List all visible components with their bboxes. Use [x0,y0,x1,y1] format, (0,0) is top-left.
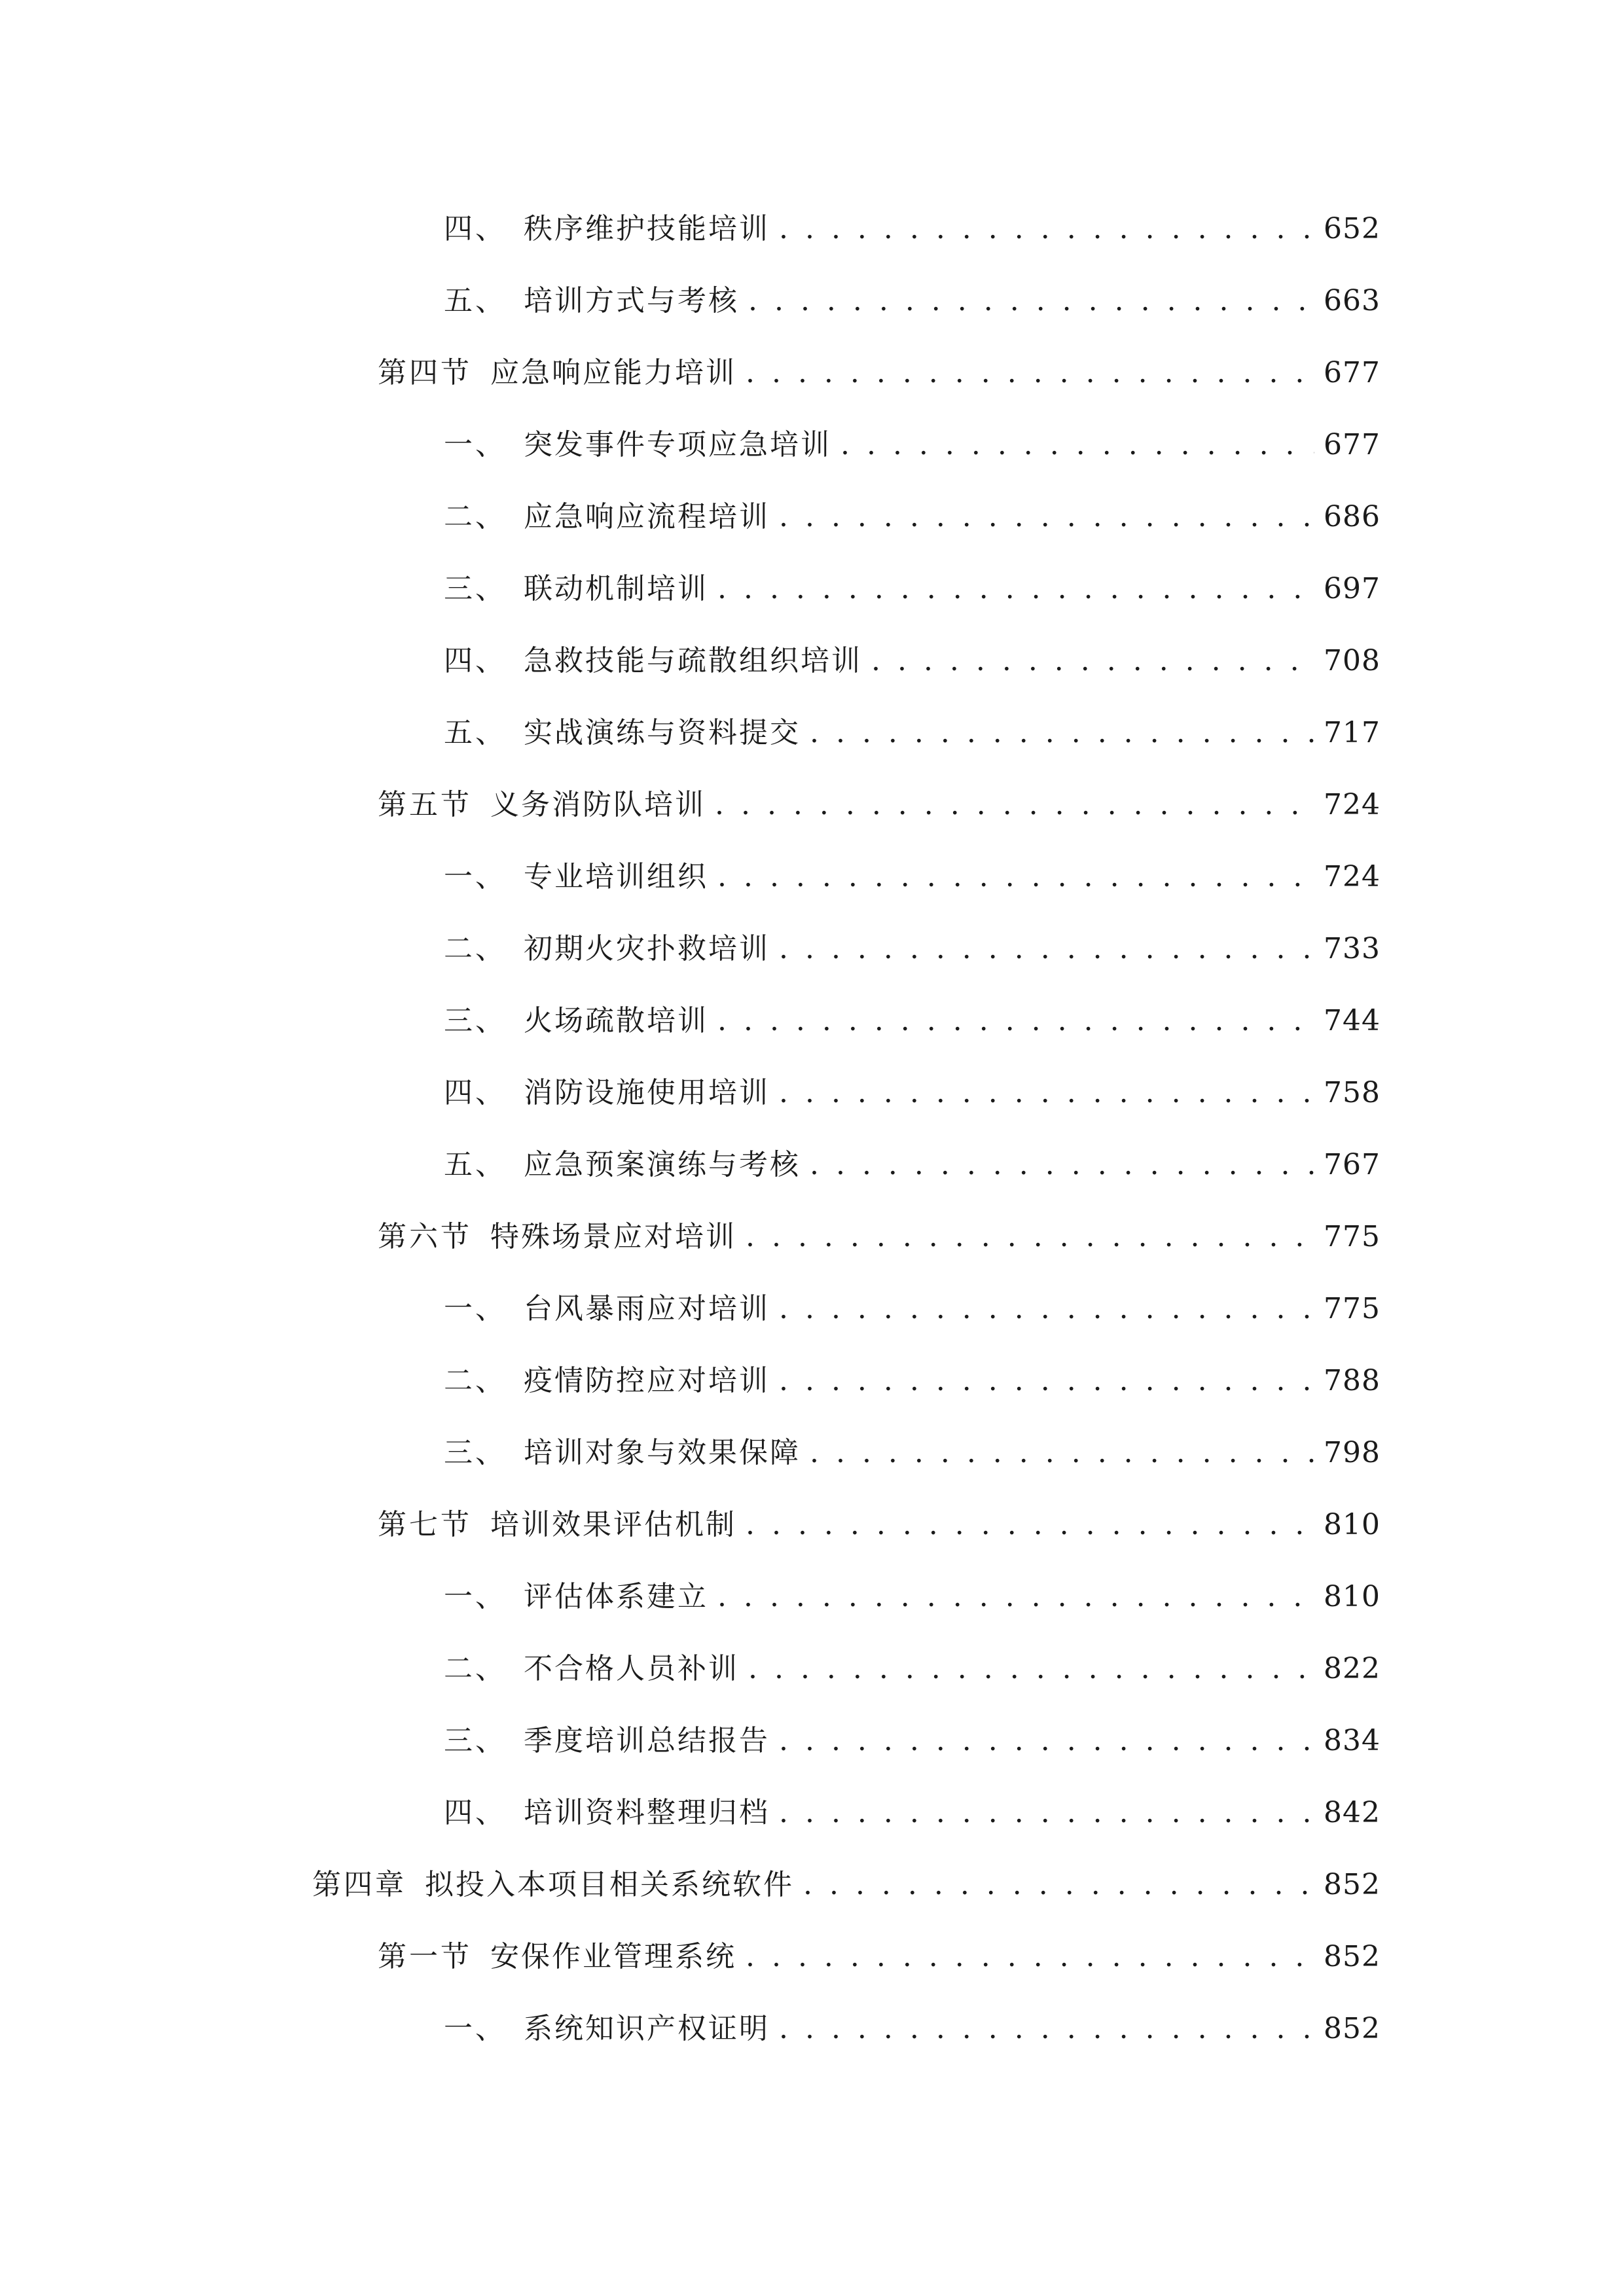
entry-title: 应急响应流程培训 [524,500,770,533]
toc-section-entry[interactable] [378,1931,1379,1983]
entry-page-number: 717 [1324,716,1380,749]
entry-number: 一、 [444,1292,507,1325]
toc-entry[interactable] [444,1139,1379,1191]
dot-leader [779,1355,1314,1407]
toc-section-entry[interactable] [378,1499,1379,1551]
entry-page-number: 758 [1324,1076,1380,1109]
entry-page-number: 767 [1324,1148,1380,1181]
dot-leader [746,1931,1314,1983]
dot-leader [779,1067,1314,1119]
entry-number: 三、 [444,1004,507,1037]
entry-title: 培训对象与效果保障 [524,1436,801,1469]
toc-entry[interactable] [444,491,1379,543]
entry-number: 三、 [444,572,507,605]
entry-title: 实战演练与资料提交 [524,716,801,749]
entry-title: 系统知识产权证明 [524,2012,770,2045]
dot-leader [779,203,1314,255]
entry-title: 培训资料整理归档 [524,1796,770,1829]
entry-page-number: 842 [1324,1796,1380,1829]
entry-title: 消防设施使用培训 [524,1076,770,1109]
toc-section-entry[interactable] [378,347,1379,399]
entry-page-number: 852 [1324,2012,1380,2045]
entry-number: 一、 [444,860,507,893]
entry-page-number: 852 [1324,1868,1380,1901]
entry-page-number: 724 [1324,788,1380,821]
entry-title: 火场疏散培训 [524,1004,708,1037]
dot-leader [779,491,1314,543]
entry-number: 一、 [444,428,507,461]
dot-leader [871,635,1314,687]
entry-title: 疫情防控应对培训 [524,1364,770,1397]
entry-title: 初期火灾扑救培训 [524,932,770,965]
entry-title: 联动机制培训 [524,572,708,605]
toc-entry[interactable] [444,635,1379,687]
entry-page-number: 810 [1324,1508,1380,1541]
entry-page-number: 652 [1324,212,1380,245]
dot-leader [717,851,1314,903]
entry-number: 四、 [444,644,507,677]
toc-entry[interactable] [444,1067,1379,1119]
entry-page-number: 733 [1324,932,1380,965]
entry-page-number: 686 [1324,500,1380,533]
toc-entry[interactable] [444,1283,1379,1335]
dot-leader [810,707,1314,759]
entry-title: 应急预案演练与考核 [524,1148,801,1181]
toc-entry[interactable] [444,563,1379,615]
entry-page-number: 663 [1324,284,1380,317]
entry-page-number: 697 [1324,572,1380,605]
dot-leader [840,419,1314,471]
section-prefix: 第七节 [378,1508,472,1541]
entry-number: 四、 [444,212,507,245]
entry-title: 秩序维护技能培训 [524,212,770,245]
toc-section-entry[interactable] [378,779,1379,831]
entry-number: 三、 [444,1724,507,1757]
entry-number: 一、 [444,1580,507,1613]
dot-leader [717,563,1314,615]
entry-page-number: 677 [1324,356,1380,389]
section-prefix: 第四节 [378,356,472,389]
entry-title: 专业培训组织 [524,860,708,893]
entry-number: 一、 [444,2012,507,2045]
entry-page-number: 788 [1324,1364,1380,1397]
entry-number: 五、 [444,716,507,749]
dot-leader [803,1859,1314,1911]
entry-page-number: 810 [1324,1580,1380,1613]
section-prefix: 第一节 [378,1940,472,1973]
toc-section-entry[interactable] [378,1211,1379,1263]
section-prefix: 第六节 [378,1220,472,1253]
entry-page-number: 724 [1324,860,1380,893]
entry-page-number: 775 [1324,1220,1380,1253]
toc-entry[interactable] [444,1355,1379,1407]
dot-leader [810,1139,1314,1191]
toc-entry[interactable] [444,275,1379,327]
toc-entry[interactable] [444,923,1379,975]
entry-page-number: 708 [1324,644,1380,677]
section-prefix: 第五节 [378,788,472,821]
dot-leader [717,995,1314,1047]
entry-page-number: 822 [1324,1652,1380,1685]
dot-leader [779,1715,1314,1767]
entry-title: 培训效果评估机制 [490,1508,736,1541]
toc-entry[interactable] [444,203,1379,255]
dot-leader [717,1571,1314,1623]
entry-number: 二、 [444,1652,507,1685]
entry-page-number: 677 [1324,428,1380,461]
entry-title: 应急响应能力培训 [490,356,736,389]
entry-number: 二、 [444,1364,507,1397]
entry-title: 拟投入本项目相关系统软件 [425,1868,794,1901]
chapter-prefix: 第四章 [312,1868,406,1901]
entry-title: 培训方式与考核 [524,284,739,317]
dot-leader [779,1787,1314,1839]
toc-entry[interactable] [444,419,1379,471]
dot-leader [779,923,1314,975]
entry-title: 评估体系建立 [524,1580,708,1613]
entry-title: 义务消防队培训 [490,788,706,821]
entry-number: 三、 [444,1436,507,1469]
dot-leader [810,1427,1314,1479]
dot-leader [746,1499,1314,1551]
entry-page-number: 834 [1324,1724,1380,1757]
toc-entry[interactable] [444,2003,1379,2055]
entry-title: 季度培训总结报告 [524,1724,770,1757]
entry-title: 安保作业管理系统 [490,1940,736,1973]
dot-leader [748,1643,1314,1695]
dot-leader [746,347,1314,399]
entry-number: 二、 [444,932,507,965]
toc-entry[interactable] [444,851,1379,903]
entry-title: 台风暴雨应对培训 [524,1292,770,1325]
dot-leader [715,779,1314,831]
entry-title: 不合格人员补训 [524,1652,739,1685]
entry-number: 四、 [444,1796,507,1829]
entry-page-number: 744 [1324,1004,1380,1037]
entry-title: 突发事件专项应急培训 [524,428,831,461]
toc-entry[interactable] [444,1715,1379,1767]
entry-page-number: 852 [1324,1940,1380,1973]
dot-leader [746,1211,1314,1263]
entry-number: 四、 [444,1076,507,1109]
toc-entry[interactable] [444,1643,1379,1695]
toc-entry[interactable] [444,1571,1379,1623]
entry-title: 特殊场景应对培训 [490,1220,736,1253]
toc-entry[interactable] [444,1787,1379,1839]
dot-leader [748,275,1314,327]
toc-chapter-entry[interactable] [312,1859,1379,1911]
entry-page-number: 798 [1324,1436,1380,1469]
entry-number: 五、 [444,284,507,317]
dot-leader [779,1283,1314,1335]
entry-number: 二、 [444,500,507,533]
toc-entry[interactable] [444,995,1379,1047]
dot-leader [779,2003,1314,2055]
entry-page-number: 775 [1324,1292,1380,1325]
toc-entry[interactable] [444,707,1379,759]
entry-title: 急救技能与疏散组织培训 [524,644,862,677]
toc-entry[interactable] [444,1427,1379,1479]
entry-number: 五、 [444,1148,507,1181]
